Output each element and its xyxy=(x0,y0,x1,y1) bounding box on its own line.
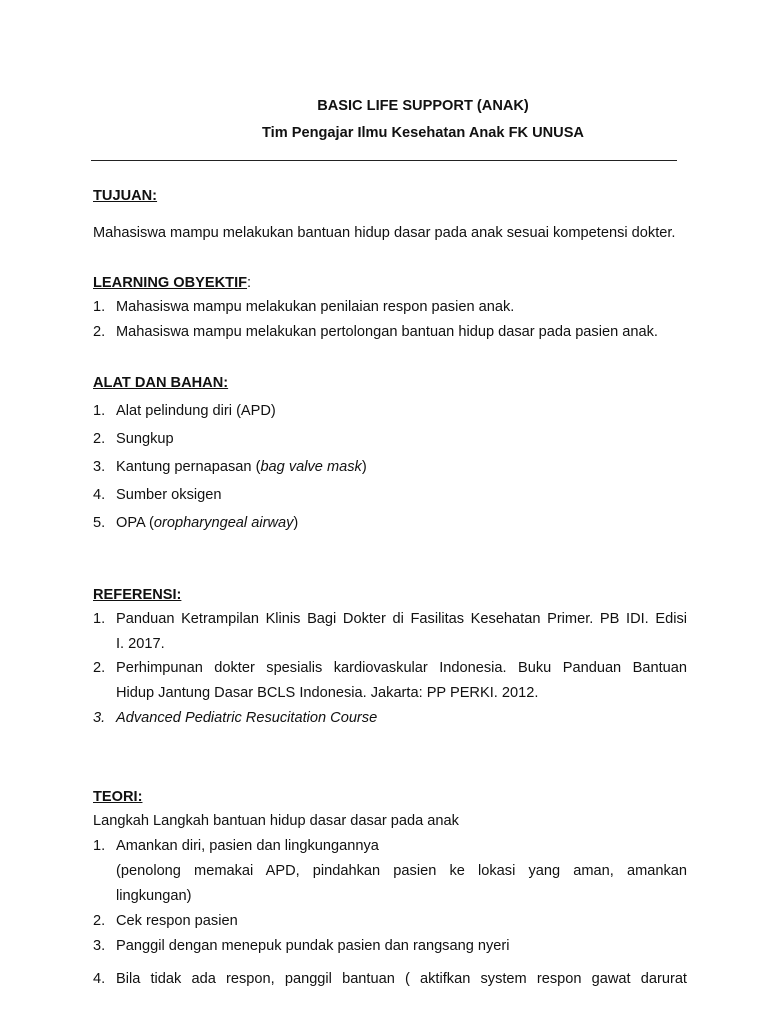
list-number: 3. xyxy=(93,710,106,726)
teori-heading: TEORI: xyxy=(93,789,143,805)
list-text: Sungkup xyxy=(116,431,174,447)
alat-item xyxy=(93,486,687,514)
list-number: 3. xyxy=(93,938,106,954)
list-number: 2. xyxy=(93,913,106,929)
list-text-pre: Kantung pernapasan ( xyxy=(116,459,261,475)
document-title: BASIC LIFE SUPPORT (ANAK) xyxy=(317,98,529,114)
alat-item xyxy=(93,402,687,430)
referensi-heading: REFERENSI: xyxy=(93,587,182,603)
list-text-italic: bag valve mask xyxy=(260,459,362,475)
referensi-list xyxy=(93,610,687,729)
teori-list xyxy=(93,837,687,990)
list-number: 1. xyxy=(93,611,106,627)
list-text: Amankan diri, pasien dan lingkungannya xyxy=(116,838,379,854)
list-number: 1. xyxy=(93,838,106,854)
alat-item xyxy=(93,430,687,458)
list-text: Sumber oksigen xyxy=(116,487,222,503)
list-number: 2. xyxy=(93,431,106,447)
lo-item xyxy=(93,298,687,323)
list-subtext-line: lingkungan) xyxy=(116,888,192,904)
list-text: Cek respon pasien xyxy=(116,913,238,929)
list-number: 2. xyxy=(93,324,106,340)
alat-list xyxy=(93,402,687,542)
list-number: 5. xyxy=(93,515,106,531)
teori-item xyxy=(93,970,687,990)
tujuan-text: Mahasiswa mampu melakukan bantuan hidup dasar pada anak sesuai kompetensi dokter. xyxy=(93,225,676,241)
teori-item xyxy=(93,912,687,937)
referensi-item xyxy=(93,659,687,709)
list-text-line: Perhimpunan dokter spesialis kardiovaskular Indonesia. Buku Panduan Bantuan xyxy=(116,660,687,676)
list-text: Panggil dengan menepuk pundak pasien dan rangsang nyeri xyxy=(116,938,510,954)
list-text-post: ) xyxy=(361,459,367,475)
referensi-item xyxy=(93,709,687,729)
lo-list xyxy=(93,298,687,348)
alat-item xyxy=(93,458,687,486)
list-number: 1. xyxy=(93,299,106,315)
list-text-line: Hidup Jantung Dasar BCLS Indonesia. Jakarta: PP PERKI. 2012. xyxy=(116,685,539,701)
lo-heading-colon: : xyxy=(247,275,252,291)
lo-heading-line xyxy=(93,274,251,294)
lo-heading: LEARNING OBYEKTIF xyxy=(93,275,248,291)
list-text: Alat pelindung diri (APD) xyxy=(116,403,276,419)
list-text: Bila tidak ada respon, panggil bantuan ( aktifkan system respon gawat darurat xyxy=(116,971,687,987)
teori-item xyxy=(93,837,687,912)
list-text: Mahasiswa mampu melakukan penilaian respon pasien anak. xyxy=(116,299,515,315)
lo-item xyxy=(93,323,687,348)
referensi-item xyxy=(93,610,687,659)
title-divider xyxy=(91,160,677,161)
teori-intro: Langkah Langkah bantuan hidup dasar dasar pada anak xyxy=(93,813,459,829)
alat-item xyxy=(93,514,687,542)
list-text: Mahasiswa mampu melakukan pertolongan bantuan hidup dasar pada pasien anak. xyxy=(116,324,658,340)
document-subtitle: Tim Pengajar Ilmu Kesehatan Anak FK UNUSA xyxy=(262,125,584,141)
list-number: 4. xyxy=(93,971,106,987)
tujuan-heading: TUJUAN: xyxy=(93,188,158,204)
list-text-post: ) xyxy=(293,515,299,531)
list-number: 2. xyxy=(93,660,106,676)
list-text-line: I. 2017. xyxy=(116,636,165,652)
list-subtext-line: (penolong memakai APD, pindahkan pasien ke lokasi yang aman, amankan xyxy=(116,863,687,879)
alat-heading: ALAT DAN BAHAN: xyxy=(93,375,229,391)
list-number: 1. xyxy=(93,403,106,419)
teori-item xyxy=(93,937,687,970)
list-number: 4. xyxy=(93,487,106,503)
list-text-pre: OPA ( xyxy=(116,515,154,531)
list-text: Advanced Pediatric Resucitation Course xyxy=(116,710,378,726)
list-text-italic: oropharyngeal airway xyxy=(153,515,294,531)
list-text-line: Panduan Ketrampilan Klinis Bagi Dokter di Fasilitas Kesehatan Primer. PB IDI. Edisi xyxy=(116,611,687,627)
list-number: 3. xyxy=(93,459,106,475)
